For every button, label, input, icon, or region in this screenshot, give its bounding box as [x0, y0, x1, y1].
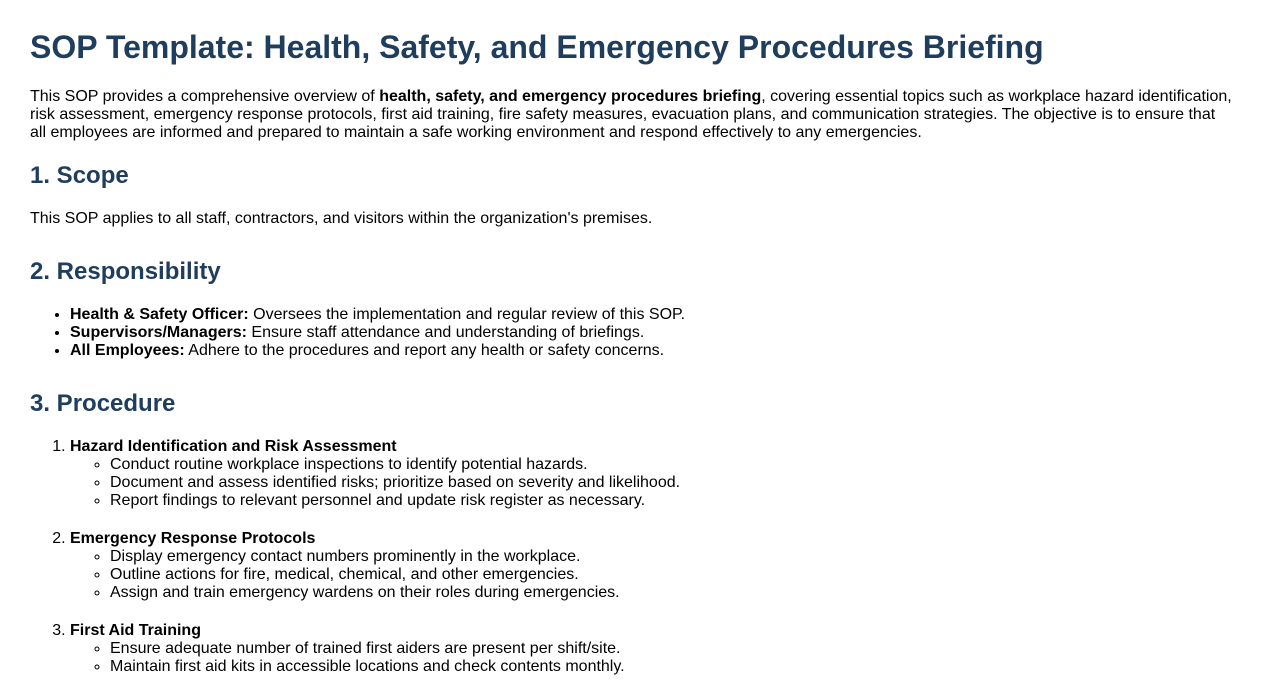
list-item: ◦ Conduct routine workplace inspections to identify potential hazards.	[110, 456, 680, 474]
scope-text: This SOP applies to all staff, contractors, and visitors within the organization's premises.	[30, 210, 653, 227]
list-item: ◦ Ensure adequate number of trained first aiders are present per shift/site.	[110, 640, 680, 658]
procedure-step	[70, 438, 680, 510]
step-items	[70, 640, 680, 676]
role-description: Adhere to the procedures and report any health or safety concerns.	[184, 342, 665, 359]
list-item: ◦ Display emergency contact numbers prominently in the workplace.	[110, 548, 680, 566]
role-description: Ensure staff attendance and understanding of briefings.	[246, 324, 645, 341]
role-description: Oversees the implementation and regular review of this SOP.	[248, 306, 686, 323]
procedure-steps	[30, 438, 680, 696]
responsibility-heading: 2. Responsibility	[30, 258, 221, 285]
list-item: ◦ Document and assess identified risks; prioritize based on severity and likelihood.	[110, 474, 680, 492]
step-title: First Aid Training	[70, 622, 201, 639]
list-item: ◦ Outline actions for fire, medical, chemical, and other emergencies.	[110, 566, 680, 584]
procedure-heading: 3. Procedure	[30, 390, 176, 417]
intro-bold-phrase: health, safety, and emergency procedures briefing	[379, 88, 762, 105]
list-item: ◦ Maintain first aid kits in accessible locations and check contents monthly.	[110, 658, 680, 676]
intro-paragraph	[30, 88, 1235, 142]
list-item	[70, 324, 685, 342]
step-items	[70, 456, 680, 510]
page-title: SOP Template: Health, Safety, and Emergency Procedures Briefing	[30, 29, 1044, 65]
role-label: Supervisors/Managers:	[70, 324, 247, 341]
intro-text-start: This SOP provides a comprehensive overview of	[30, 88, 380, 105]
list-item: ◦ Report findings to relevant personnel and update risk register as necessary.	[110, 492, 680, 510]
list-item: ◦ Assign and train emergency wardens on their roles during emergencies.	[110, 584, 680, 602]
role-label: All Employees:	[70, 342, 185, 359]
step-title: Hazard Identification and Risk Assessment	[70, 438, 397, 455]
scope-heading: 1. Scope	[30, 162, 129, 189]
procedure-step	[70, 530, 680, 602]
role-label: Health & Safety Officer:	[70, 306, 249, 323]
intro-text-end: , covering essential topics such as workplace hazard identification, risk assessment, emergency response protocols, first aid training, fire safety measures, evacuation plans, and communication strategies. The objective is to ensure that all employees are informed and prepared to maintain a safe working environment and respond effectively to any emergencies.	[30, 88, 1232, 141]
list-item	[70, 306, 685, 324]
procedure-step	[70, 622, 680, 676]
step-title: Emergency Response Protocols	[70, 530, 316, 547]
step-items	[70, 548, 680, 602]
list-item	[70, 342, 685, 360]
responsibility-list	[30, 306, 685, 360]
